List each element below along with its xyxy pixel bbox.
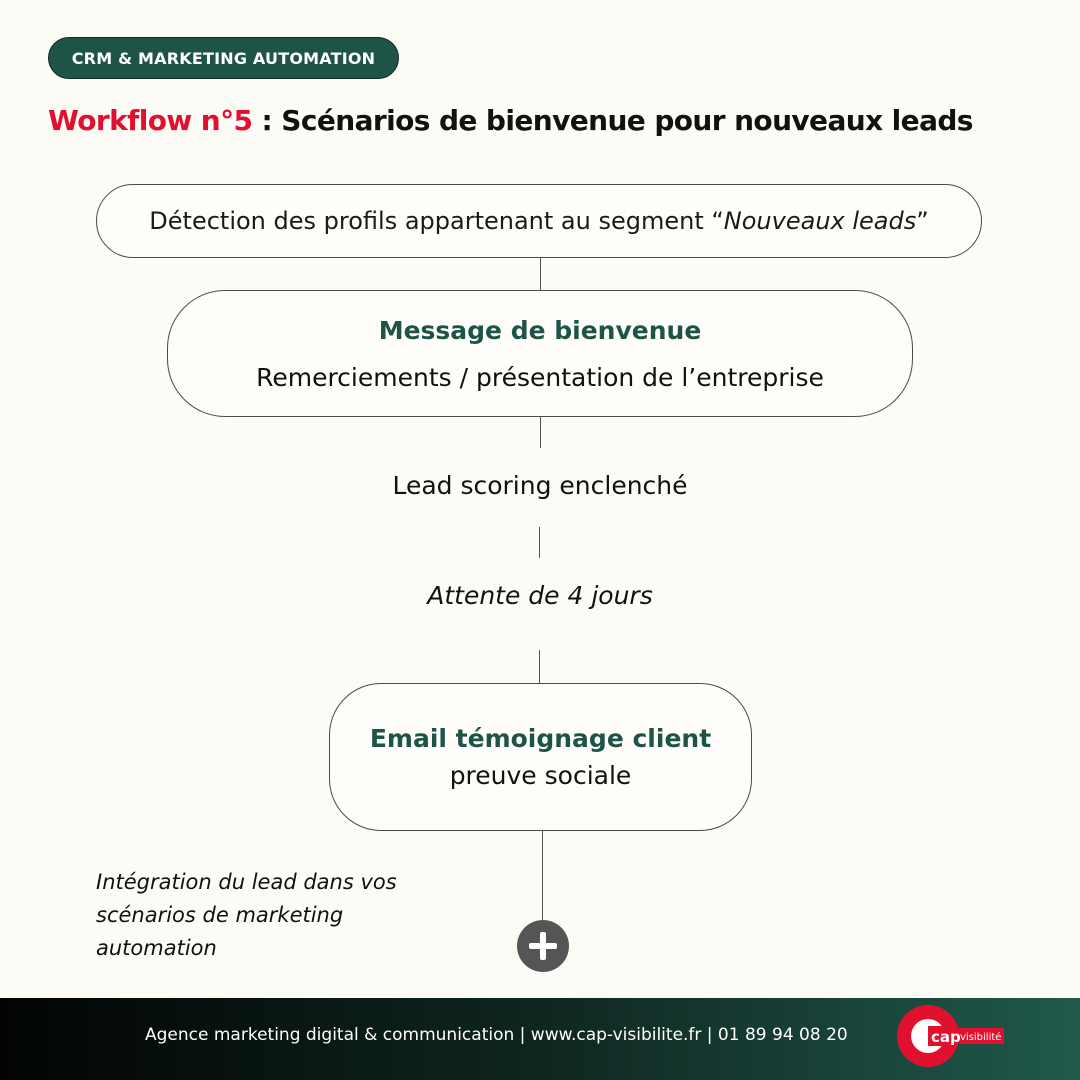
page-title: [48, 104, 1058, 137]
cap-visibilite-logo: [896, 1004, 1016, 1068]
wait-step: Attente de 4 jours: [427, 581, 653, 610]
testimonial-subtitle: preuve sociale: [449, 761, 632, 790]
detection-prefix: Détection des profils appartenant au segment “: [149, 207, 724, 235]
plus-icon: [517, 920, 569, 972]
category-badge: CRM & MARKETING AUTOMATION: [48, 37, 399, 79]
lead-scoring-step: Lead scoring enclenché: [392, 471, 688, 500]
detection-suffix: ”: [916, 207, 929, 235]
workflow-title: : Scénarios de bienvenue pour nouveaux leads: [252, 104, 973, 137]
detection-segment: Nouveaux leads: [723, 207, 917, 235]
welcome-message-step: [167, 290, 913, 417]
logo-main-text: cap: [931, 1028, 961, 1046]
detection-step: [96, 184, 982, 258]
testimonial-title: Email témoignage client: [369, 724, 712, 753]
testimonial-email-step: [329, 683, 752, 831]
detection-text: [149, 207, 928, 235]
logo-tag-text: visibilité: [960, 1032, 1002, 1043]
footer-contact: Agence marketing digital & communication | www.cap-visibilite.fr | 01 89 94 08 20: [145, 1025, 848, 1045]
footer-bar: [0, 998, 1080, 1080]
welcome-title: Message de bienvenue: [378, 315, 702, 345]
connector-line: [539, 650, 540, 683]
connector-line: [542, 831, 543, 920]
connector-line: [540, 417, 541, 448]
connector-line: [540, 258, 541, 290]
welcome-subtitle: Remerciements / présentation de l’entreprise: [256, 362, 824, 392]
workflow-number: Workflow n°5: [48, 104, 253, 137]
connector-line: [539, 527, 540, 558]
integration-note: Intégration du lead dans vos scénarios de marketing automation: [96, 870, 397, 960]
